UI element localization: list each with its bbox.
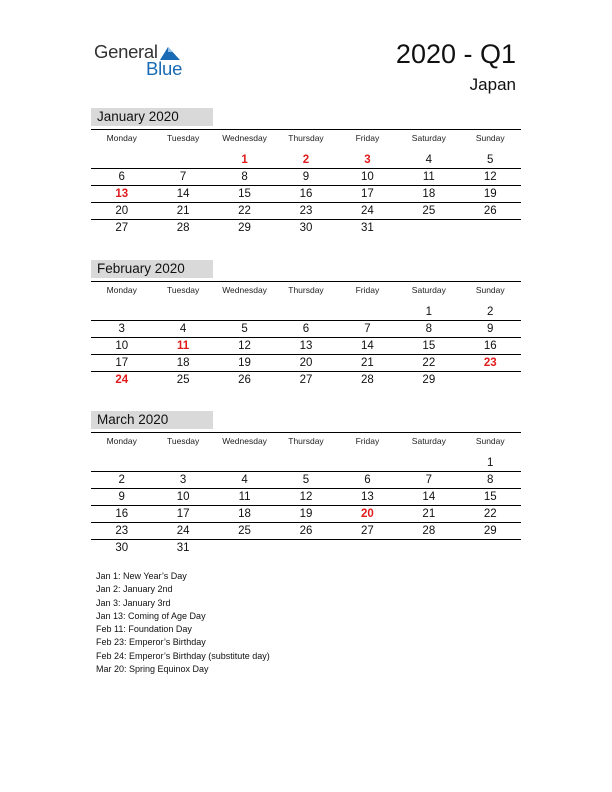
day-cell	[460, 540, 521, 556]
week-row	[91, 455, 521, 472]
day-cell: 6	[364, 474, 371, 486]
day-cell: 20	[299, 357, 313, 369]
week-row	[91, 321, 521, 338]
day-cell: 24	[176, 525, 190, 537]
day-cell	[214, 304, 275, 320]
week-row	[91, 186, 521, 203]
holiday-notes	[96, 570, 396, 676]
day-cell: 17	[115, 357, 129, 369]
day-cell: 4	[241, 474, 248, 486]
day-cell	[275, 540, 336, 556]
day-cell: 29	[422, 374, 436, 386]
weekday-label: Thursday	[288, 133, 324, 143]
day-cell	[275, 455, 336, 471]
week-row	[91, 489, 521, 506]
day-cell	[214, 540, 275, 556]
week-row	[91, 152, 521, 169]
day-cell: 15	[422, 340, 436, 352]
day-cell	[337, 540, 398, 556]
day-cell: 18	[176, 357, 190, 369]
day-cell: 16	[115, 508, 129, 520]
week-row	[91, 372, 521, 388]
day-cell	[398, 220, 459, 236]
day-cell: 25	[422, 205, 436, 217]
day-cell: 14	[176, 188, 190, 200]
day-cell: 25	[238, 525, 251, 537]
day-cell	[91, 304, 152, 320]
weekday-label: Wednesday	[222, 133, 267, 143]
day-cell: 7	[179, 171, 187, 183]
day-cell: 29	[238, 222, 251, 234]
day-cell: 4	[425, 154, 433, 166]
day-cell: 10	[361, 171, 374, 183]
weekday-label: Friday	[355, 436, 380, 446]
day-cell: 19	[238, 357, 251, 369]
day-cell: 24	[361, 205, 374, 217]
month-label: January 2020	[91, 108, 213, 126]
day-cell	[275, 304, 336, 320]
day-cell	[152, 455, 213, 471]
day-cell: 8	[487, 474, 494, 486]
day-cell: 2	[487, 306, 494, 318]
weekday-label: Wednesday	[222, 285, 267, 295]
weekday-label: Friday	[355, 133, 380, 143]
holiday-day-cell: 20	[361, 508, 374, 520]
weekday-label: Friday	[355, 285, 380, 295]
day-cell: 9	[487, 323, 494, 335]
week-row	[91, 220, 521, 236]
day-cell: 13	[299, 340, 313, 352]
day-cell: 2	[118, 474, 125, 486]
day-cell: 10	[176, 491, 190, 503]
weekday-label: Sunday	[475, 133, 505, 143]
day-cell: 23	[115, 525, 129, 537]
week-row	[91, 338, 521, 355]
day-cell: 27	[299, 374, 313, 386]
logo-text-general: General	[94, 41, 158, 62]
day-cell: 1	[425, 306, 433, 318]
day-cell: 5	[302, 474, 310, 486]
weekday-label: Thursday	[288, 436, 324, 446]
day-cell: 11	[422, 171, 435, 183]
generalblue-logo	[94, 41, 194, 81]
weekday-label: Tuesday	[166, 133, 200, 143]
day-cell: 19	[483, 188, 497, 200]
logo-text-blue: Blue	[146, 58, 183, 79]
weekday-label: Monday	[106, 133, 137, 143]
weekday-label: Monday	[106, 436, 137, 446]
day-cell: 30	[299, 222, 313, 234]
day-cell: 30	[115, 542, 129, 554]
day-cell: 6	[118, 171, 125, 183]
day-cell: 20	[115, 205, 129, 217]
week-row	[91, 540, 521, 556]
holiday-day-cell: 11	[177, 340, 190, 352]
weekday-header	[91, 129, 521, 152]
week-row	[91, 203, 521, 220]
weekday-label: Sunday	[475, 285, 505, 295]
day-cell: 8	[425, 323, 433, 335]
day-cell	[152, 152, 213, 168]
day-cell	[152, 304, 213, 320]
month-label: March 2020	[91, 411, 213, 429]
day-cell	[337, 455, 398, 471]
day-cell: 25	[176, 374, 190, 386]
day-cell: 31	[361, 222, 374, 234]
day-cell: 12	[483, 171, 497, 183]
weekday-label: Sunday	[475, 436, 505, 446]
day-cell: 16	[299, 188, 313, 200]
day-cell: 19	[299, 508, 313, 520]
day-cell: 29	[483, 525, 497, 537]
week-row	[91, 472, 521, 489]
day-cell: 1	[487, 457, 494, 469]
week-row	[91, 355, 521, 372]
day-cell: 8	[241, 171, 248, 183]
week-row	[91, 523, 521, 540]
day-cell: 18	[238, 508, 251, 520]
day-cell: 16	[483, 340, 497, 352]
day-cell: 3	[118, 323, 125, 335]
holiday-day-cell: 3	[364, 154, 371, 166]
day-cell	[398, 455, 459, 471]
weekday-header	[91, 432, 521, 455]
holiday-day-cell: 2	[302, 154, 310, 166]
holiday-note: Mar 20: Spring Equinox Day	[96, 664, 209, 675]
day-cell: 21	[422, 508, 436, 520]
day-cell: 14	[422, 491, 436, 503]
week-row	[91, 169, 521, 186]
day-cell: 12	[238, 340, 251, 352]
day-cell: 23	[299, 205, 313, 217]
month-february	[91, 260, 521, 388]
month-january	[91, 108, 521, 236]
day-cell: 14	[361, 340, 374, 352]
day-cell: 22	[483, 508, 497, 520]
day-cell: 13	[361, 491, 374, 503]
weekday-label: Thursday	[288, 285, 324, 295]
weekday-label: Tuesday	[166, 436, 200, 446]
day-cell: 28	[176, 222, 190, 234]
day-cell: 31	[176, 542, 190, 554]
holiday-note: Jan 2: January 2nd	[96, 584, 173, 595]
holiday-note: Feb 23: Emperor’s Birthday	[96, 637, 206, 648]
country-label: Japan	[469, 75, 516, 94]
day-cell	[91, 152, 152, 168]
day-cell	[398, 540, 459, 556]
holiday-day-cell: 13	[115, 188, 129, 200]
day-cell: 18	[422, 188, 436, 200]
day-cell: 22	[238, 205, 251, 217]
day-cell: 7	[425, 474, 433, 486]
weekday-label: Monday	[106, 285, 137, 295]
holiday-day-cell: 1	[241, 154, 248, 166]
day-cell	[460, 220, 521, 236]
day-cell	[91, 455, 152, 471]
day-cell: 7	[364, 323, 371, 335]
weekday-label: Wednesday	[222, 436, 267, 446]
weekday-label: Saturday	[411, 285, 446, 295]
day-cell: 3	[179, 474, 187, 486]
day-cell: 26	[483, 205, 497, 217]
day-cell: 15	[238, 188, 251, 200]
weekday-header	[91, 281, 521, 304]
day-cell: 11	[238, 491, 251, 503]
day-cell	[214, 455, 275, 471]
day-cell	[337, 304, 398, 320]
weekday-label: Saturday	[411, 436, 446, 446]
weekday-label: Tuesday	[166, 285, 200, 295]
day-cell: 27	[361, 525, 374, 537]
holiday-day-cell: 23	[483, 357, 497, 369]
day-cell: 5	[487, 154, 494, 166]
day-cell: 12	[299, 491, 313, 503]
day-cell: 5	[241, 323, 248, 335]
day-cell: 9	[302, 171, 310, 183]
holiday-note: Feb 11: Foundation Day	[96, 624, 192, 635]
week-row	[91, 304, 521, 321]
day-cell	[460, 372, 521, 388]
day-cell: 28	[422, 525, 436, 537]
day-cell: 10	[115, 340, 129, 352]
day-cell: 9	[118, 491, 125, 503]
month-label: February 2020	[91, 260, 213, 278]
day-cell: 26	[238, 374, 251, 386]
day-cell: 15	[483, 491, 497, 503]
week-row	[91, 506, 521, 523]
day-cell: 26	[299, 525, 313, 537]
holiday-note: Jan 13: Coming of Age Day	[96, 610, 206, 621]
holiday-note: Jan 1: New Year’s Day	[96, 571, 187, 581]
day-cell: 17	[176, 508, 190, 520]
day-cell: 27	[115, 222, 129, 234]
holiday-note: Feb 24: Emperor’s Birthday (substitute day)	[96, 650, 270, 661]
day-cell: 6	[302, 323, 310, 335]
month-march	[91, 411, 521, 556]
page-title: 2020 - Q1	[395, 39, 516, 69]
holiday-day-cell: 24	[115, 374, 129, 386]
day-cell: 28	[361, 374, 374, 386]
day-cell: 21	[176, 205, 190, 217]
weekday-label: Saturday	[411, 133, 446, 143]
day-cell: 21	[361, 357, 374, 369]
day-cell: 17	[361, 188, 374, 200]
day-cell: 4	[179, 323, 187, 335]
day-cell: 22	[422, 357, 436, 369]
holiday-note: Jan 3: January 3rd	[96, 597, 171, 608]
